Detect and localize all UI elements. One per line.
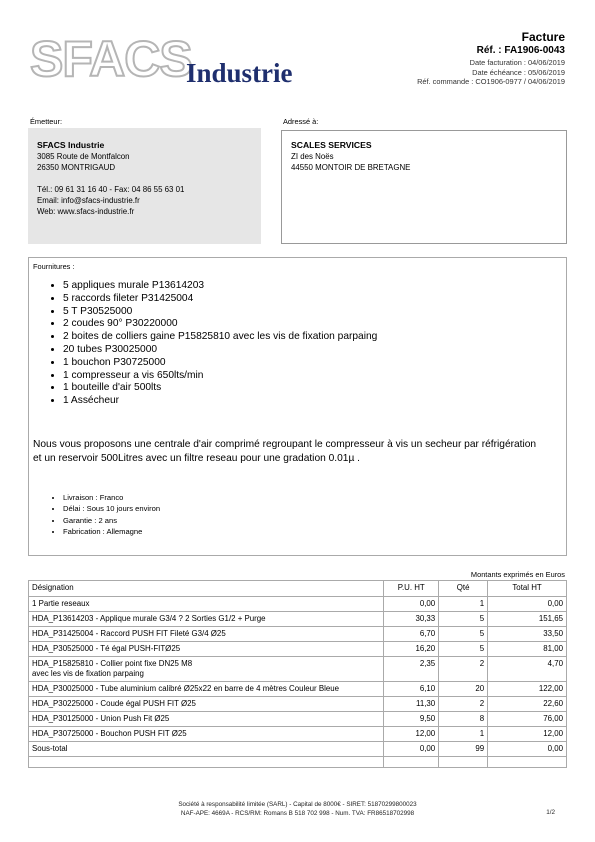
date-facturation: Date facturation : 04/06/2019 [469, 58, 565, 67]
list-item: • Fabrication : Allemagne [63, 526, 562, 538]
cell-total: 151,65 [488, 612, 567, 627]
fournitures-list [33, 280, 562, 408]
date-echeance: Date échéance : 05/06/2019 [472, 67, 565, 77]
fournitures-label: Fournitures : [33, 262, 75, 271]
cell-designation [29, 742, 384, 757]
emetteur-address2: 26350 MONTRIGAUD [37, 163, 116, 172]
cell-designation [29, 612, 384, 627]
cell-designation [29, 682, 384, 697]
col-designation: Désignation [29, 581, 384, 597]
cell-qty: 2 [439, 697, 488, 712]
list-item: • 20 tubes P30025000 [63, 344, 562, 357]
destinataire-address2: 44550 MONTOIR DE BRETAGNE [291, 163, 411, 172]
cell-qty: 2 [439, 657, 488, 682]
list-item: • Livraison : Franco [63, 492, 562, 504]
table-body [29, 597, 567, 757]
destinataire-address1: ZI des Noës [291, 152, 334, 161]
footer [0, 800, 595, 818]
cell-designation [29, 657, 384, 682]
invoice-header [305, 30, 565, 87]
cell-pu: 30,33 [384, 612, 439, 627]
invoice-lines-table [28, 580, 567, 768]
cell-qty: 5 [439, 642, 488, 657]
cell-total: 122,00 [488, 682, 567, 697]
cell-total: 4,70 [488, 657, 567, 682]
table-row [29, 642, 567, 657]
page-number: 1/2 [546, 809, 555, 816]
designation-text: HDA_P30025000 - Tube aluminium calibré Ø25x22 en barre de 4 mètres Couleur Bleue [32, 684, 340, 693]
terms-list [33, 492, 562, 538]
list-item: • 2 coudes 90° P30220000 [63, 318, 562, 331]
designation-text: HDA_P15825810 - Collier point fixe DN25 M8 [32, 659, 193, 668]
cell-pu: 6,10 [384, 682, 439, 697]
cell-pu: 0,00 [384, 597, 439, 612]
emetteur-name: SFACS Industrie [37, 140, 105, 150]
cell-designation [29, 712, 384, 727]
list-item: • 1 Assécheur [63, 395, 562, 408]
cell-pu: 11,30 [384, 697, 439, 712]
designation-text: HDA_P30125000 - Union Push Fit Ø25 [32, 714, 170, 723]
col-pu: P.U. HT [384, 581, 439, 597]
sfacs-logo [28, 30, 328, 92]
footer-line2: NAF-APE: 4669A - RCS/RM: Romans B 518 702 998 - Num. TVA: FR86518702998 [180, 810, 415, 817]
currency-note: Montants exprimés en Euros [470, 570, 565, 579]
cell-qty: 1 [439, 597, 488, 612]
cell-designation [29, 697, 384, 712]
cell-designation [29, 727, 384, 742]
emetteur-label: Émetteur: [30, 117, 63, 126]
cell-total: 0,00 [488, 742, 567, 757]
cell-total: 81,00 [488, 642, 567, 657]
destinataire-name: SCALES SERVICES [291, 140, 372, 150]
cell-qty: 99 [439, 742, 488, 757]
cell-total: 0,00 [488, 597, 567, 612]
logo-brand: SFACS [30, 31, 192, 87]
ref-commande: Réf. commande : CO1906-0977 / 04/06/2019 [417, 77, 565, 86]
designation-text: HDA_P31425004 - Raccord PUSH FIT Fileté G3/4 Ø25 [32, 629, 226, 638]
list-item: • Garantie : 2 ans [63, 515, 562, 527]
table-row [29, 627, 567, 642]
list-item: • 5 raccords fileter P31425004 [63, 293, 562, 306]
table-header-row [29, 581, 567, 597]
table-row [29, 682, 567, 697]
cell-total: 22,60 [488, 697, 567, 712]
table-row [29, 712, 567, 727]
table-row [29, 727, 567, 742]
logo-suffix: Industrie [186, 58, 293, 88]
cell-designation [29, 597, 384, 612]
cell-qty: 5 [439, 627, 488, 642]
table-empty-row [29, 757, 567, 768]
logo-graphic [28, 30, 328, 92]
cell-qty: 8 [439, 712, 488, 727]
list-item: • 5 T P30525000 [63, 306, 562, 319]
table-row [29, 697, 567, 712]
destinataire-box [281, 130, 567, 244]
cell-designation [29, 627, 384, 642]
list-item: • Délai : Sous 10 jours environ [63, 503, 562, 515]
invoice-title: Facture [521, 30, 565, 44]
emetteur-email: Email: info@sfacs-industrie.fr [37, 196, 140, 205]
emetteur-phone: Tél.: 09 61 31 16 40 - Fax: 04 86 55 63 01 [37, 185, 185, 194]
table-row [29, 597, 567, 612]
proposal-text: Nous vous proposons une centrale d'air comprimé regroupant le compresseur à vis un secheur par réfrigération et un reservoir 500Litres avec un filtre reseau pour une gradation 0.01µ . [33, 438, 537, 464]
designation-text: HDA_P30525000 - Té égal PUSH-FITØ25 [32, 644, 181, 653]
designation-detail: avec les vis de fixation parpaing [32, 669, 144, 678]
list-item: • 1 bouchon P30725000 [63, 357, 562, 370]
list-item: • 1 bouteille d'air 500lts [63, 382, 562, 395]
destinataire-label: Adressé à: [283, 117, 319, 126]
designation-text: HDA_P13614203 - Applique murale G3/4 ? 2 Sorties G1/2 + Purge [32, 614, 266, 623]
list-item: • 2 boites de colliers gaine P15825810 avec les vis de fixation parpaing [63, 331, 562, 344]
list-item: • 1 compresseur a vis 650lts/min [63, 370, 562, 383]
designation-text: Sous-total [32, 744, 68, 753]
footer-line1: Société à responsabilité limitée (SARL) - Capital de 8000€ - SIRET: 51870299800023 [178, 801, 417, 808]
cell-total: 33,50 [488, 627, 567, 642]
cell-pu: 2,35 [384, 657, 439, 682]
col-qty: Qté [439, 581, 488, 597]
designation-text: HDA_P30225000 - Coude égal PUSH FIT Ø25 [32, 699, 196, 708]
cell-pu: 9,50 [384, 712, 439, 727]
col-total: Total HT [488, 581, 567, 597]
emetteur-box [28, 128, 261, 244]
cell-pu: 0,00 [384, 742, 439, 757]
designation-text: HDA_P30725000 - Bouchon PUSH FIT Ø25 [32, 729, 187, 738]
cell-pu: 6,70 [384, 627, 439, 642]
cell-qty: 20 [439, 682, 488, 697]
emetteur-web: Web: www.sfacs-industrie.fr [37, 207, 135, 216]
table-row [29, 742, 567, 757]
table-row [29, 612, 567, 627]
cell-qty: 1 [439, 727, 488, 742]
cell-designation [29, 642, 384, 657]
emetteur-address1: 3085 Route de Montfalcon [37, 152, 130, 161]
list-item: • 5 appliques murale P13614203 [63, 280, 562, 293]
cell-pu: 16,20 [384, 642, 439, 657]
invoice-ref: Réf. : FA1906-0043 [476, 45, 565, 56]
cell-total: 12,00 [488, 727, 567, 742]
fournitures-box [28, 257, 567, 556]
cell-qty: 5 [439, 612, 488, 627]
designation-text: 1 Partie reseaux [32, 599, 90, 608]
cell-total: 76,00 [488, 712, 567, 727]
cell-pu: 12,00 [384, 727, 439, 742]
table-row [29, 657, 567, 682]
